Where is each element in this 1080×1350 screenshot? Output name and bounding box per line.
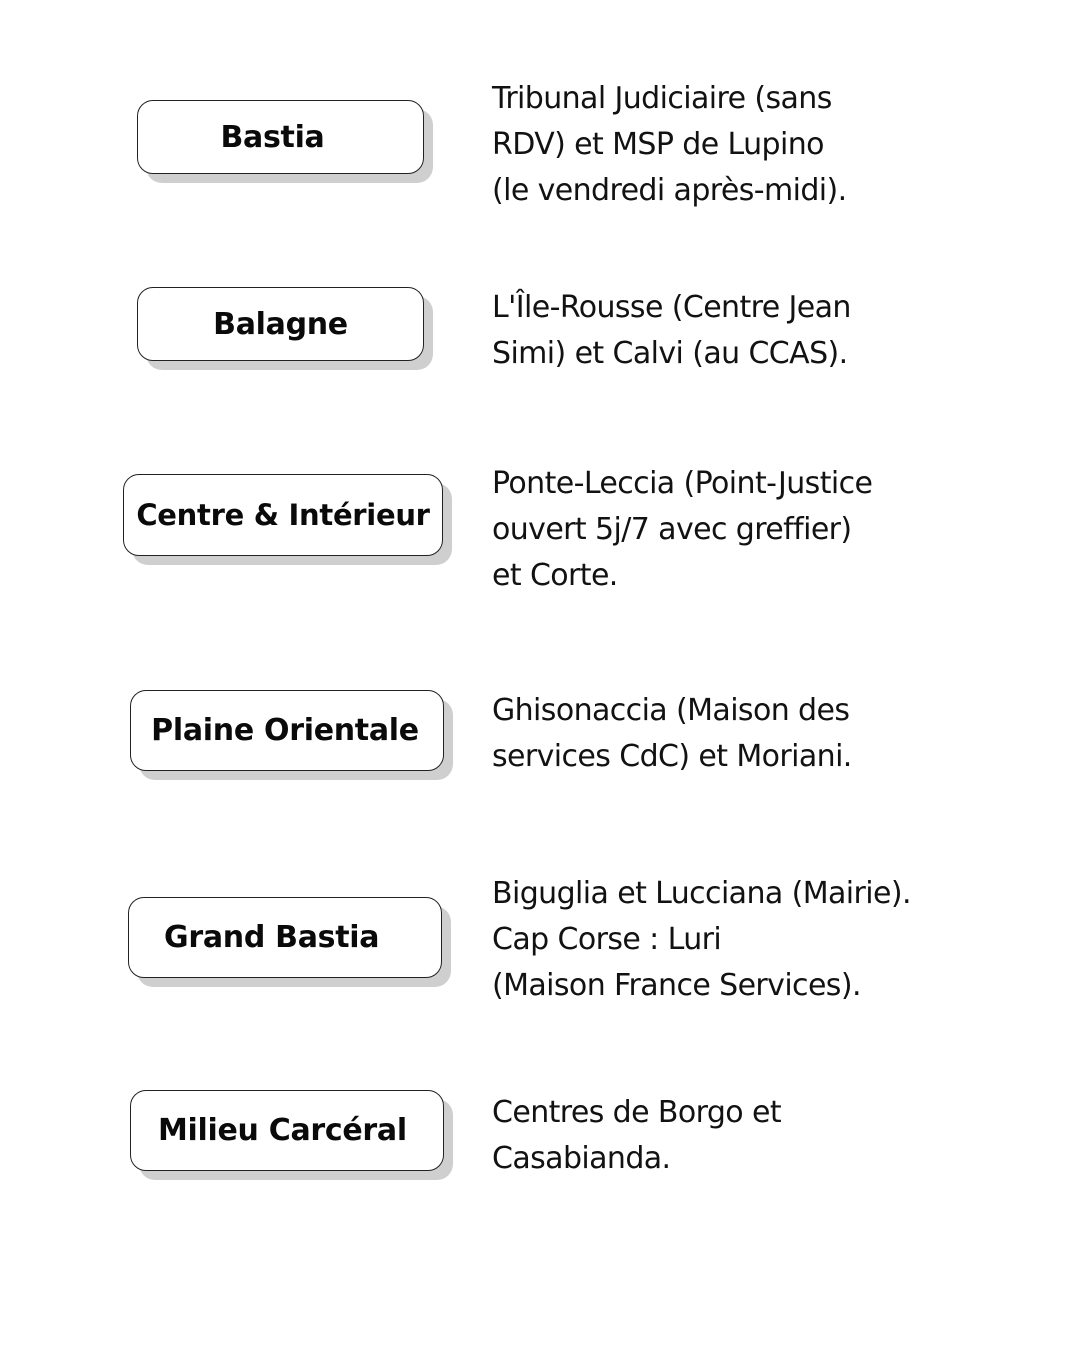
region-label-balagne [137,287,424,361]
region-label-text: Plaine Orientale [151,713,419,748]
region-label-milieu-carceral [130,1090,444,1171]
region-description-milieu-carceral [492,1090,781,1182]
region-label-text: Bastia [220,119,325,155]
region-description-centre-interieur [492,461,872,599]
description-line: et Corte. [492,558,618,593]
region-label-grand-bastia [128,897,442,978]
description-line: Ponte-Leccia (Point-Justice [492,466,873,501]
description-line: ouvert 5j/7 avec greffier) [492,512,852,547]
region-description-grand-bastia [492,871,911,1009]
description-line: (le vendredi après-midi). [492,173,847,208]
description-line: Casabianda. [492,1141,671,1176]
region-description-bastia [492,76,847,214]
description-line: Simi) et Calvi (au CCAS). [492,336,848,371]
region-label-bastia [137,100,424,174]
description-line: services CdC) et Moriani. [492,739,852,774]
description-line: Biguglia et Lucciana (Mairie). [492,876,911,911]
description-line: L'Île-Rousse (Centre Jean [492,290,851,325]
description-line: Ghisonaccia (Maison des [492,693,850,728]
description-line: Cap Corse : Luri [492,922,722,957]
description-line: (Maison France Services). [492,968,861,1003]
region-description-balagne [492,285,851,377]
region-label-plaine-orientale [130,690,444,771]
region-label-text: Balagne [213,306,348,342]
region-description-plaine-orientale [492,688,852,780]
description-line: RDV) et MSP de Lupino [492,127,824,162]
region-label-text: Grand Bastia [164,920,380,955]
region-label-text: Centre & Intérieur [136,498,430,532]
region-label-centre-interieur [123,474,443,556]
description-line: Centres de Borgo et [492,1095,782,1130]
description-line: Tribunal Judiciaire (sans [492,81,832,116]
region-label-text: Milieu Carcéral [158,1113,407,1148]
